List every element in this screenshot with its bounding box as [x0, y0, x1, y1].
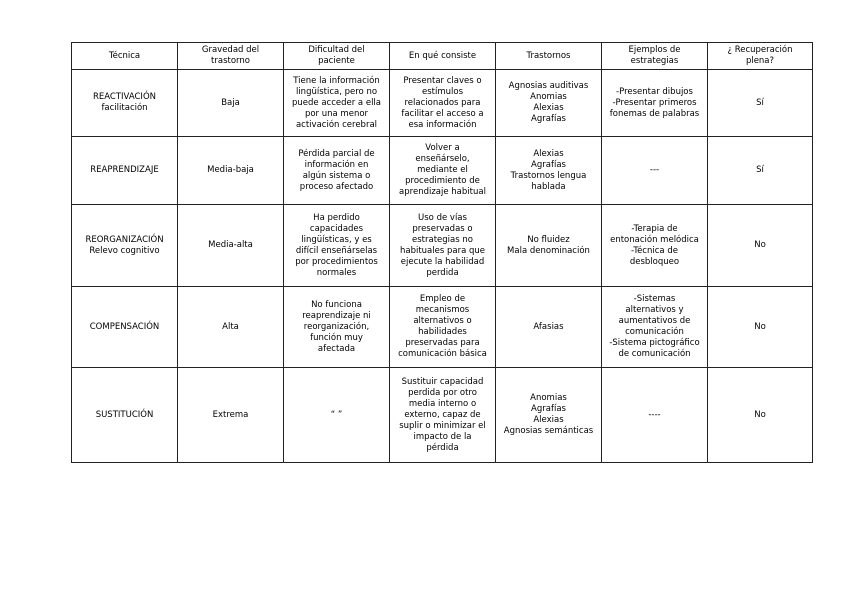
cell-line: perdida por otro [408, 387, 477, 398]
cell-ejemplos [602, 70, 708, 137]
cell-line: plena? [745, 56, 775, 66]
cell-line: capacidades [309, 223, 364, 234]
header-en-que-consiste [390, 43, 496, 70]
techniques-table [71, 42, 813, 463]
cell-trastornos [496, 137, 602, 205]
cell-line: ---- [648, 409, 661, 420]
cell-line: aumentativos de [618, 316, 691, 326]
cell-line: enseñárselo, [415, 154, 470, 164]
cell-line: -Terapia de [631, 223, 678, 234]
cell-ejemplos [602, 287, 708, 368]
cell-line: algún sistema o [302, 170, 371, 181]
cell-line: reorganización, [303, 321, 370, 332]
cell-line: Mala denominación [507, 245, 590, 256]
cell-tecnica [72, 137, 178, 205]
cell-line: Media-baja [207, 165, 254, 175]
cell-line: --- [649, 165, 660, 175]
cell-recuperacion [708, 137, 813, 205]
cell-en-que-consiste [390, 70, 496, 137]
cell-line: procedimiento de [405, 176, 480, 186]
cell-line: Agrafías [531, 114, 566, 124]
cell-line: entonación melódica [610, 234, 699, 245]
cell-line: Agnosias auditivas [508, 81, 589, 91]
cell-line: información en [304, 159, 369, 170]
cell-line: ejecute la habilidad [400, 256, 485, 267]
cell-line: Empleo de [419, 294, 466, 304]
cell-line: reaprendizaje ni [302, 310, 371, 321]
cell-line: Extrema [212, 409, 249, 420]
cell-line: pérdida [426, 442, 459, 453]
cell-line: Trastornos [526, 50, 571, 61]
cell-gravedad [178, 137, 284, 205]
cell-trastornos [496, 368, 602, 463]
header-tecnica [72, 43, 178, 70]
cell-line: estrategias no [412, 234, 473, 245]
cell-line: preservadas o [412, 223, 473, 234]
cell-line: comunicación [625, 327, 684, 337]
cell-line: proceso afectado [299, 181, 374, 192]
cell-line: preservadas para [405, 338, 480, 348]
cell-line: activación cerebral [295, 119, 378, 130]
cell-line: comunicación básica [398, 349, 487, 359]
cell-line: función muy [310, 332, 363, 343]
table-row [72, 287, 813, 368]
cell-en-que-consiste [390, 205, 496, 287]
cell-line: Sí [756, 165, 764, 175]
cell-gravedad [178, 205, 284, 287]
cell-line: impacto de la [413, 431, 472, 442]
header-gravedad [178, 43, 284, 70]
cell-line: Agrafías [531, 159, 566, 170]
cell-dificultad [284, 368, 390, 463]
cell-line: Ha perdido [313, 212, 360, 223]
header-recuperacion [708, 43, 813, 70]
table-row [72, 368, 813, 463]
cell-line: habituales para que [399, 245, 486, 256]
cell-trastornos [496, 70, 602, 137]
cell-line: relacionados para [404, 97, 481, 108]
cell-line: mediante el [417, 165, 468, 175]
cell-gravedad [178, 287, 284, 368]
cell-line: ¿ Recuperación [727, 45, 793, 55]
cell-line: fonemas de palabras [609, 108, 700, 119]
cell-recuperacion [708, 287, 813, 368]
cell-ejemplos [602, 137, 708, 205]
cell-line: de comunicación [618, 349, 691, 359]
cell-line: Presentar claves o [403, 75, 482, 86]
cell-dificultad [284, 287, 390, 368]
cell-dificultad [284, 205, 390, 287]
cell-gravedad [178, 70, 284, 137]
cell-line: Relevo cognitivo [89, 245, 160, 256]
cell-trastornos [496, 287, 602, 368]
cell-line: Baja [221, 97, 240, 108]
cell-line: estrategias [630, 56, 679, 66]
cell-tecnica [72, 70, 178, 137]
cell-line: mecanismos [415, 305, 470, 315]
cell-line: facilitar el acceso a [401, 108, 484, 119]
cell-en-que-consiste [390, 287, 496, 368]
cell-line: En qué consiste [408, 50, 477, 61]
cell-line: lingüísticas, y es [301, 234, 372, 245]
cell-line: -Presentar dibujos [616, 86, 693, 97]
cell-line: normales [316, 267, 357, 278]
header-trastornos [496, 43, 602, 70]
cell-line: difícil enseñárselas [295, 245, 378, 256]
cell-line: Sí [756, 97, 764, 108]
cell-line: “ ” [330, 409, 343, 420]
cell-tecnica [72, 368, 178, 463]
cell-recuperacion [708, 70, 813, 137]
cell-line: Gravedad del [201, 45, 260, 55]
cell-line: estímulos [421, 86, 463, 97]
cell-line: Pérdida parcial de [298, 148, 375, 159]
cell-line: Alexias [533, 415, 564, 425]
cell-line: desbloqueo [629, 256, 680, 267]
cell-line: REAPRENDIZAJE [90, 165, 159, 175]
cell-line: Tiene la información [293, 75, 380, 86]
cell-ejemplos [602, 368, 708, 463]
cell-ejemplos [602, 205, 708, 287]
cell-line: Agrafías [531, 404, 566, 414]
cell-line: habilidades [418, 327, 467, 337]
cell-line: lingüística, pero no [295, 86, 378, 97]
cell-trastornos [496, 205, 602, 287]
cell-dificultad [284, 70, 390, 137]
cell-line: Trastornos lengua [510, 170, 587, 181]
cell-line: REORGANIZACIÓN [85, 234, 164, 245]
header-ejemplos [602, 43, 708, 70]
cell-line: Alexias [533, 148, 564, 159]
cell-line: alternativos y [625, 305, 684, 315]
cell-tecnica [72, 287, 178, 368]
cell-line: -Técnica de [631, 245, 678, 256]
cell-line: alternativos o [413, 316, 472, 326]
header-dificultad [284, 43, 390, 70]
cell-recuperacion [708, 368, 813, 463]
cell-line: COMPENSACIÓN [89, 321, 160, 332]
cell-line: aprendizaje habitual [399, 187, 486, 197]
cell-en-que-consiste [390, 137, 496, 205]
cell-line: por una menor [304, 108, 369, 119]
cell-line: Ejemplos de [628, 45, 681, 55]
table-row [72, 205, 813, 287]
cell-en-que-consiste [390, 368, 496, 463]
cell-line: esa información [408, 119, 477, 130]
cell-line: trastorno [211, 56, 250, 66]
cell-line: Dificultad del [308, 45, 365, 55]
cell-line: No [754, 321, 766, 332]
cell-line: Técnica [108, 50, 141, 61]
cell-line: facilitación [101, 103, 148, 113]
cell-line: Afasias [533, 321, 564, 332]
cell-line: No [754, 240, 766, 250]
cell-gravedad [178, 368, 284, 463]
cell-line: -Presentar primeros [612, 97, 697, 108]
cell-line: Anomias [530, 92, 567, 102]
cell-line: perdida [426, 267, 459, 278]
table-row [72, 70, 813, 137]
cell-line: No fluidez [527, 234, 570, 245]
cell-line: SUSTITUCIÓN [95, 409, 154, 420]
cell-recuperacion [708, 205, 813, 287]
cell-line: Uso de vías [418, 212, 467, 223]
cell-line: Anomias [530, 393, 567, 403]
cell-line: hablada [531, 181, 566, 192]
cell-tecnica [72, 205, 178, 287]
cell-dificultad [284, 137, 390, 205]
cell-line: Sustituir capacidad [401, 376, 484, 387]
cell-line: externo, capaz de [404, 409, 481, 420]
cell-line: Agnosias semánticas [503, 426, 594, 436]
cell-line: No [754, 409, 766, 420]
cell-line: Alta [222, 321, 239, 332]
cell-line: paciente [318, 56, 355, 66]
cell-line: media interno o [408, 398, 477, 409]
cell-line: Volver a [425, 143, 460, 153]
cell-line: -Sistema pictográfico [609, 338, 700, 348]
cell-line: suplir o minimizar el [399, 420, 486, 431]
cell-line: afectada [317, 343, 356, 354]
cell-line: No funciona [311, 299, 362, 310]
cell-line: por procedimientos [295, 256, 378, 267]
cell-line: Alexias [533, 103, 564, 113]
table-row [72, 137, 813, 205]
cell-line: Media-alta [208, 240, 253, 250]
cell-line: REACTIVACIÓN [92, 92, 156, 102]
header-row [72, 43, 813, 70]
cell-line: -Sistemas [633, 294, 676, 304]
cell-line: puede acceder a ella [291, 97, 382, 108]
